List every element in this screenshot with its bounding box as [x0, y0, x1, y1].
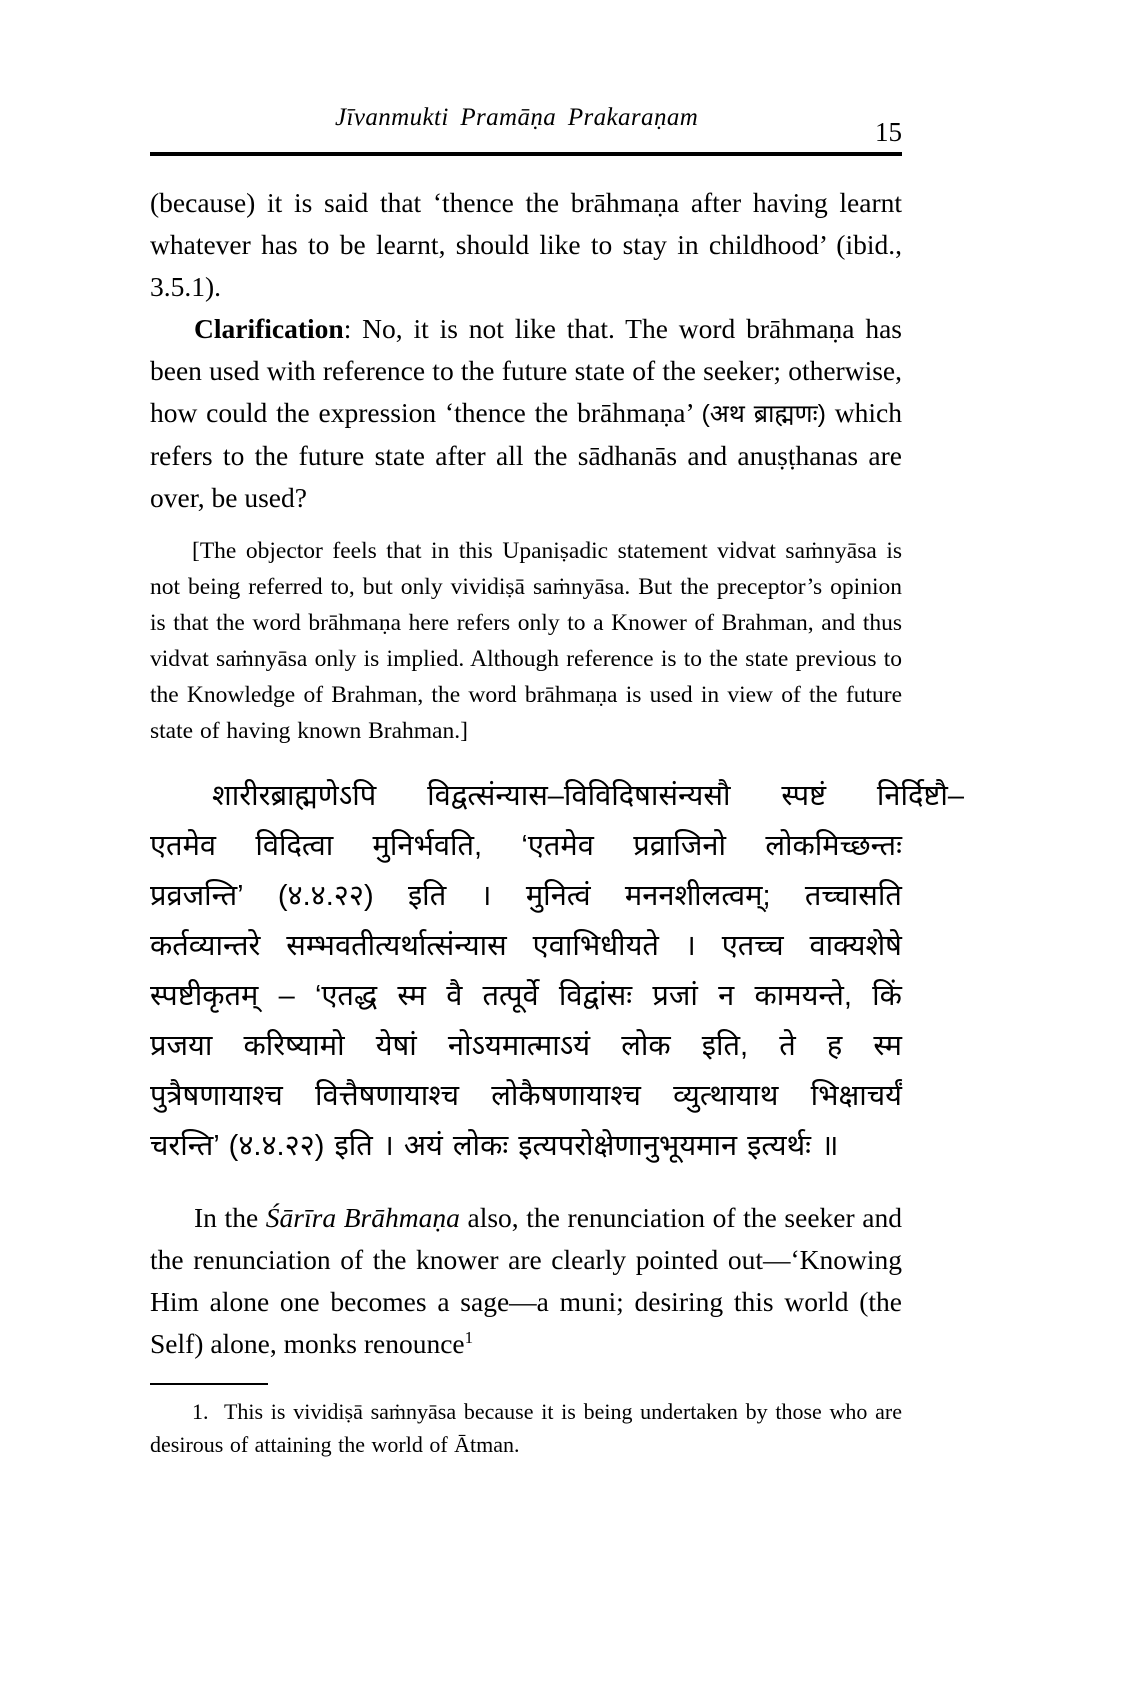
- translation-source-title: Śārīra Brāhmaṇa: [265, 1202, 460, 1233]
- verse-line: [150, 1121, 902, 1171]
- verse-word: मुनिर्भवति,: [372, 830, 483, 862]
- footnote-number: 1.: [192, 1399, 209, 1424]
- verse-word: स्पष्टं: [781, 780, 827, 812]
- footnote-body: This is vividiṣā saṁnyāsa because it is being undertaken by those who are desirous of attaining the world of Ātman.: [150, 1399, 903, 1457]
- page-number: 15: [875, 117, 902, 147]
- verse-word: (४.४.२२): [277, 880, 374, 912]
- footnote-separator-rule: [150, 1383, 268, 1385]
- verse-word: पुत्रैषणायाश्च: [150, 1080, 283, 1112]
- verse-word: चरन्ति’ (४.४.२२) इति । अयं लोकः इत्यपरोक्षेणानुभूयमान इत्यर्थः ॥: [150, 1130, 839, 1162]
- footnote-text: [150, 1395, 902, 1461]
- verse-word: इति: [407, 880, 447, 912]
- clarification-devanagari-gloss: (अथ ब्राह्मणः): [701, 400, 826, 428]
- clarification-text-part-2: which refers to the future state after all the sādhanās and anuṣṭhanas are over, be used?: [150, 397, 902, 513]
- verse-word: तत्पूर्वे: [482, 980, 539, 1012]
- verse-word: स्पष्टीकृतम्: [150, 980, 259, 1012]
- verse-word: प्रजया: [150, 1030, 213, 1062]
- translation-text-part-2: also, the renunciation of the seeker and the renunciation of the knower are clearly pointed out—‘Knowing Him alone one becomes a sage—a muni; desiring this world (the Self) alone, monks renounce: [150, 1202, 902, 1359]
- verse-line: [150, 971, 902, 1021]
- footnote-marker[interactable]: 1: [464, 1327, 474, 1347]
- clarification-text-part-1: : No, it is not like that. The word brāhmaṇa has been used with reference to the future state of the seeker; otherwise, how could the expression ‘thence the brāhmaṇa’: [150, 313, 902, 428]
- verse-word: निर्दिष्टौ–: [876, 780, 964, 812]
- paragraph-objector-commentary: [The objector feels that in this Upaniṣadic statement vidvat saṁnyāsa is not being referred to, but only vividiṣā saṁnyāsa. But the preceptor’s opinion is that the word brāhmaṇa here refers only to a Knower of Brahman, and thus vidvat saṁnyāsa only is implied. Although reference is to the state previous to the Knowledge of Brahman, the word brāhmaṇa is used in view of the future state of having known Brahman.]: [150, 538, 902, 744]
- verse-word: विदित्वा: [255, 830, 334, 862]
- verse-word: न: [718, 980, 735, 1012]
- verse-line: [150, 1021, 902, 1071]
- verse-word: इति,: [701, 1030, 749, 1062]
- verse-word: प्रव्राजिनो: [633, 830, 726, 862]
- verse-line: [150, 1071, 902, 1121]
- verse-word: भिक्षाचर्यं: [810, 1080, 902, 1112]
- verse-word: मुनित्वं: [525, 880, 591, 912]
- running-header: [150, 104, 902, 148]
- verse-word: वाक्यशेषे: [809, 930, 902, 962]
- verse-word: ।: [684, 930, 696, 962]
- verse-word: ‘एतमेव: [521, 830, 594, 862]
- paragraph-continued: (because) it is said that ‘thence the brāhmaṇa after having learnt whatever has to be learnt, should like to stay in childhood’ (ibid., 3.5.1).: [150, 187, 902, 302]
- verse-word: शारीरब्राह्मणेऽपि: [212, 780, 377, 812]
- verse-word: प्रजां: [652, 980, 698, 1012]
- verse-word: ह: [826, 1030, 843, 1062]
- sanskrit-verse-block: [150, 771, 964, 1171]
- verse-line: [150, 771, 964, 821]
- verse-line: [150, 821, 902, 871]
- running-header-title: Jīvanmukti Pramāṇa Prakaraṇam: [335, 104, 699, 131]
- paragraph-clarification: [150, 308, 902, 519]
- verse-word: –: [278, 980, 295, 1012]
- verse-word: एतमेव: [150, 830, 217, 862]
- verse-line: [150, 921, 902, 971]
- verse-word: विद्वांसः: [558, 980, 633, 1012]
- verse-word: ।: [480, 880, 492, 912]
- verse-word: लोकमिच्छन्तः: [765, 830, 902, 862]
- verse-word: ते: [779, 1030, 796, 1062]
- verse-word: विद्वत्संन्यास–विविदिषासंन्यसौ: [427, 780, 731, 812]
- verse-word: तच्चासति: [804, 880, 902, 912]
- verse-word: वै: [446, 980, 463, 1012]
- verse-word: करिष्यामो: [243, 1030, 345, 1062]
- header-rule: [150, 152, 902, 156]
- verse-line: [150, 871, 902, 921]
- page-content: [150, 104, 964, 1461]
- verse-word: स्म: [873, 1030, 902, 1062]
- verse-word: मननशीलत्वम्;: [624, 880, 771, 912]
- verse-word: नोऽयमात्माऽयं: [447, 1030, 591, 1062]
- verse-word: एतच्च: [721, 930, 784, 962]
- verse-word: एवाभिधीयते: [532, 930, 659, 962]
- verse-word: येषां: [375, 1030, 417, 1062]
- verse-word: सम्भवतीत्यर्थात्संन्यास: [286, 930, 507, 962]
- verse-word: वित्तैषणायाश्च: [315, 1080, 459, 1112]
- verse-word: किं: [872, 980, 902, 1012]
- paragraph-translation: [150, 1197, 902, 1365]
- clarification-label: Clarification: [194, 313, 344, 344]
- verse-word: व्युत्थायाथ: [673, 1080, 779, 1112]
- verse-word: कर्तव्यान्तरे: [150, 930, 261, 962]
- verse-word: ‘एतद्ध: [314, 980, 378, 1012]
- verse-word: कामयन्ते,: [754, 980, 852, 1012]
- verse-word: प्रव्रजन्ति’: [150, 880, 244, 912]
- verse-word: स्म: [397, 980, 426, 1012]
- verse-word: लोकैषणायाश्च: [491, 1080, 641, 1112]
- verse-word: लोक: [621, 1030, 671, 1062]
- translation-text-part-1: In the: [194, 1202, 266, 1233]
